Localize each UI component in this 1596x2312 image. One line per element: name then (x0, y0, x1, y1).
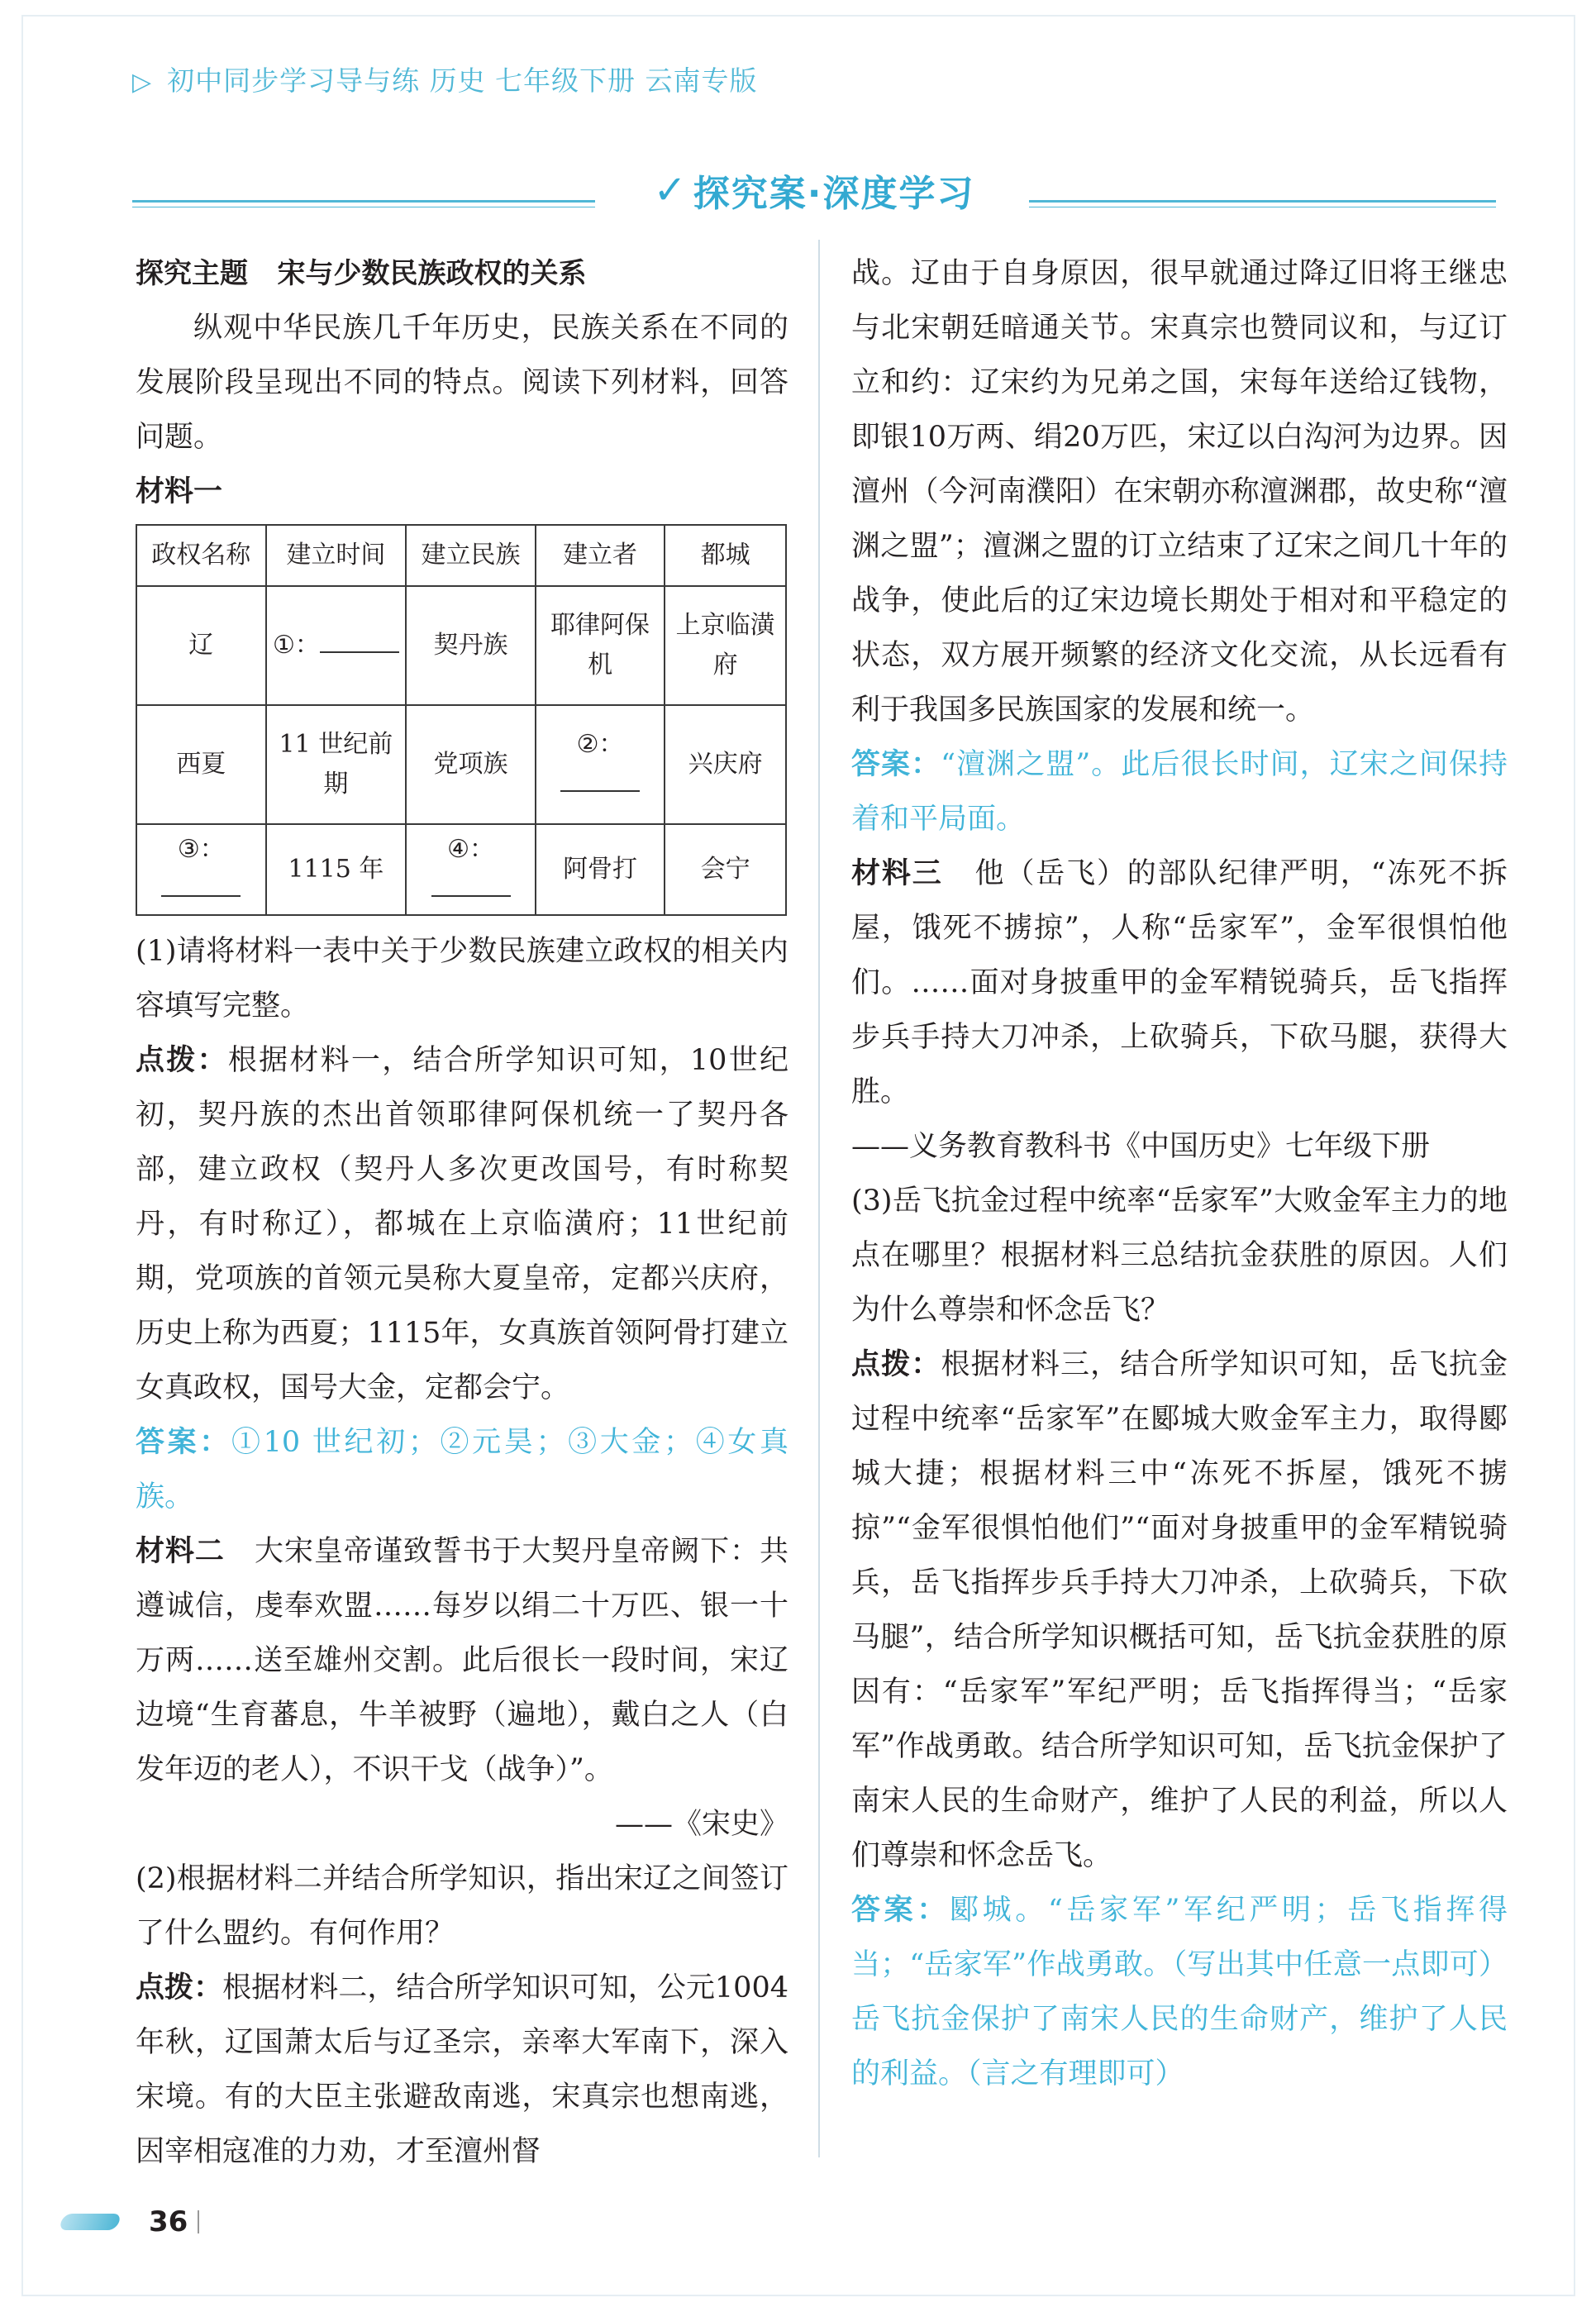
material-1-label: 材料一 (136, 475, 223, 508)
answer-2 (851, 737, 1508, 846)
answer-text: ①10 世纪初；②元昊；③大金；④女真族。 (136, 1426, 788, 1514)
table-cell-blank (536, 705, 665, 824)
table-cell: 1115 年 (266, 824, 407, 915)
table-cell-blank (136, 824, 266, 915)
section-title-text: 探究案·深度学习 (693, 173, 975, 215)
material-2-text: 大宋皇帝谨致誓书于大契丹皇帝阙下：共遵诚信，虔奉欢盟……每岁以绢二十万匹、银一十万两……送至雄州交割。此后很长一段时间，宋辽边境“生育蕃息，牛羊被野（遍地），戴白之人（白发年迈的老人），不识干戈（战争）”。 (136, 1535, 788, 1786)
table-cell: 11 世纪前期 (266, 705, 407, 824)
hint-2-continued: 战。辽由于自身原因，很早就通过降辽旧将王继忠与北宋朝廷暗通关节。宋真宗也赞同议和，与辽订立和约：辽宋约为兄弟之国，宋每年送给辽钱物，即银10万两、绢20万匹，宋辽以白沟河为边界。因澶州（今河南濮阳）在宋朝亦称澶渊郡，故史称“澶渊之盟”；澶渊之盟的订立结束了辽宋之间几十年的战争，使此后的辽宋边境长期处于相对和平稳定的状态，双方展开频繁的经济文化交流，从长远看有利于我国多民族国家的发展和统一。 (851, 257, 1508, 727)
blank-number: ①： (272, 631, 320, 660)
blank-number: ③： (177, 835, 225, 864)
answer-text: “澶渊之盟”。此后很长时间，辽宋之间保持着和平局面。 (851, 748, 1508, 836)
table-header-cell: 建立民族 (406, 525, 536, 586)
play-triangle-icon: ▷ (132, 68, 153, 97)
table-cell: 契丹族 (406, 586, 536, 705)
table-cell: 辽 (136, 586, 266, 705)
table-cell: 耶律阿保机 (536, 586, 665, 705)
hint-label: 点拨： (851, 1348, 941, 1381)
table-cell: 兴庆府 (665, 705, 786, 824)
hint-text: 根据材料三，结合所学知识可知，岳飞抗金过程中统率“岳家军”在郾城大败金军主力，取得郾城大捷；根据材料三中“冻死不拆屋，饿死不掳掠”“金军很惧怕他们”“面对身披重甲的金军精锐骑兵，岳飞指挥步兵手持大刀冲杀，上砍骑兵，下砍马腿”，结合所学知识概括可知，岳飞抗金获胜的原因有：“岳家军”军纪严明；岳飞指挥得当；“岳家军”作战勇敢。结合所学知识可知，岳飞抗金保护了南宋人民的生命财产，维护了人民的利益，所以人们尊崇和怀念岳飞。 (851, 1348, 1508, 1872)
material-3-label: 材料三 (851, 857, 943, 890)
question-2: (2)根据材料二并结合所学知识，指出宋辽之间签订了什么盟约。有何作用？ (136, 1862, 788, 1950)
blank-line (320, 627, 399, 653)
table-cell: 会宁 (665, 824, 786, 915)
material-2-label: 材料二 (136, 1535, 225, 1568)
table-header-cell: 政权名称 (136, 525, 266, 586)
page-number: 36 (149, 2205, 188, 2238)
material-1-table (136, 524, 787, 916)
blank-line (431, 870, 511, 897)
table-cell: 西夏 (136, 705, 266, 824)
left-column (136, 246, 788, 2179)
section-title (603, 157, 1025, 223)
table-cell: 上京临潢府 (665, 586, 786, 705)
running-header (132, 60, 758, 98)
answer-1 (136, 1415, 788, 1524)
material-3-text: 他（岳飞）的部队纪律严明，“冻死不拆屋，饿死不掳掠”，人称“岳家军”，金军很惧怕他们。……面对身披重甲的金军精锐骑兵，岳飞指挥步兵手持大刀冲杀，上砍骑兵，下砍马腿，获得大胜。 (851, 857, 1508, 1108)
answer-label: 答案： (136, 1426, 231, 1459)
blank-line (560, 765, 640, 792)
table-row (136, 586, 786, 705)
answer-label: 答案： (851, 748, 941, 781)
topic-title: 宋与少数民族政权的关系 (277, 257, 587, 290)
section-banner (132, 157, 1496, 223)
banner-rule-left (132, 200, 595, 203)
table-cell-blank (266, 586, 407, 705)
answer-text: 郾城。“岳家军”军纪严明；岳飞指挥得当；“岳家军”作战勇敢。（写出其中任意一点即可）岳飞抗金保护了南宋人民的生命财产，维护了人民的利益。（言之有理即可） (851, 1894, 1508, 2090)
table-header-cell: 建立时间 (266, 525, 407, 586)
hint-text: 根据材料二，结合所学知识可知，公元1004年秋，辽国萧太后与辽圣宗，亲率大军南下，深入宋境。有的大臣主张避敌南逃，宋真宗也想南逃，因宰相寇准的力劝，才至澶州督 (136, 1971, 788, 2168)
material-2-source: ——《宋史》 (614, 1808, 788, 1841)
intro-paragraph: 纵观中华民族几千年历史，民族关系在不同的发展阶段呈现出不同的特点。阅读下列材料，回答问题。 (136, 312, 788, 454)
hint-label: 点拨： (136, 1044, 228, 1077)
table-row (136, 705, 786, 824)
table-row (136, 824, 786, 915)
banner-rule-right (1029, 200, 1496, 203)
answer-3 (851, 1883, 1508, 2101)
blank-number: ④： (447, 835, 494, 864)
page-tab-decoration (58, 2214, 121, 2230)
blank-line (161, 870, 241, 897)
hint-2 (136, 1961, 788, 2179)
topic-label: 探究主题 (136, 257, 248, 290)
table-header-cell: 都城 (665, 525, 786, 586)
table-cell: 阿骨打 (536, 824, 665, 915)
answer-label: 答案： (851, 1894, 950, 1927)
hint-label: 点拨： (136, 1971, 223, 2005)
right-column (851, 246, 1508, 2101)
breadcrumb: 初中同步学习导与练 历史 七年级下册 云南专版 (167, 64, 758, 97)
table-cell: 党项族 (406, 705, 536, 824)
checkmark-icon: ✓ (653, 167, 688, 213)
question-1: (1)请将材料一表中关于少数民族建立政权的相关内容填写完整。 (136, 935, 788, 1023)
hint-3 (851, 1337, 1508, 1883)
material-3 (851, 846, 1508, 1119)
page-footer (61, 2205, 199, 2238)
material-3-source: ——义务教育教科书《中国历史》七年级下册 (851, 1130, 1431, 1163)
material-2 (136, 1524, 788, 1797)
table-header-row (136, 525, 786, 586)
question-3: (3)岳飞抗金过程中统率“岳家军”大败金军主力的地点在哪里？根据材料三总结抗金获胜的原因。人们为什么尊崇和怀念岳飞？ (851, 1185, 1508, 1327)
hint-text: 根据材料一，结合所学知识可知，10世纪初，契丹族的杰出首领耶律阿保机统一了契丹各部，建立政权（契丹人多次更改国号，有时称契丹，有时称辽），都城在上京临潢府；11世纪前期，党项族的首领元昊称大夏皇帝，定都兴庆府，历史上称为西夏；1115年，女真族首领阿骨打建立女真政权，国号大金，定都会宁。 (136, 1044, 788, 1404)
hint-1 (136, 1033, 788, 1415)
table-header-cell: 建立者 (536, 525, 665, 586)
footer-divider (198, 2210, 199, 2233)
blank-number: ②： (576, 730, 624, 759)
table-cell-blank (406, 824, 536, 915)
topic-heading (136, 246, 788, 301)
